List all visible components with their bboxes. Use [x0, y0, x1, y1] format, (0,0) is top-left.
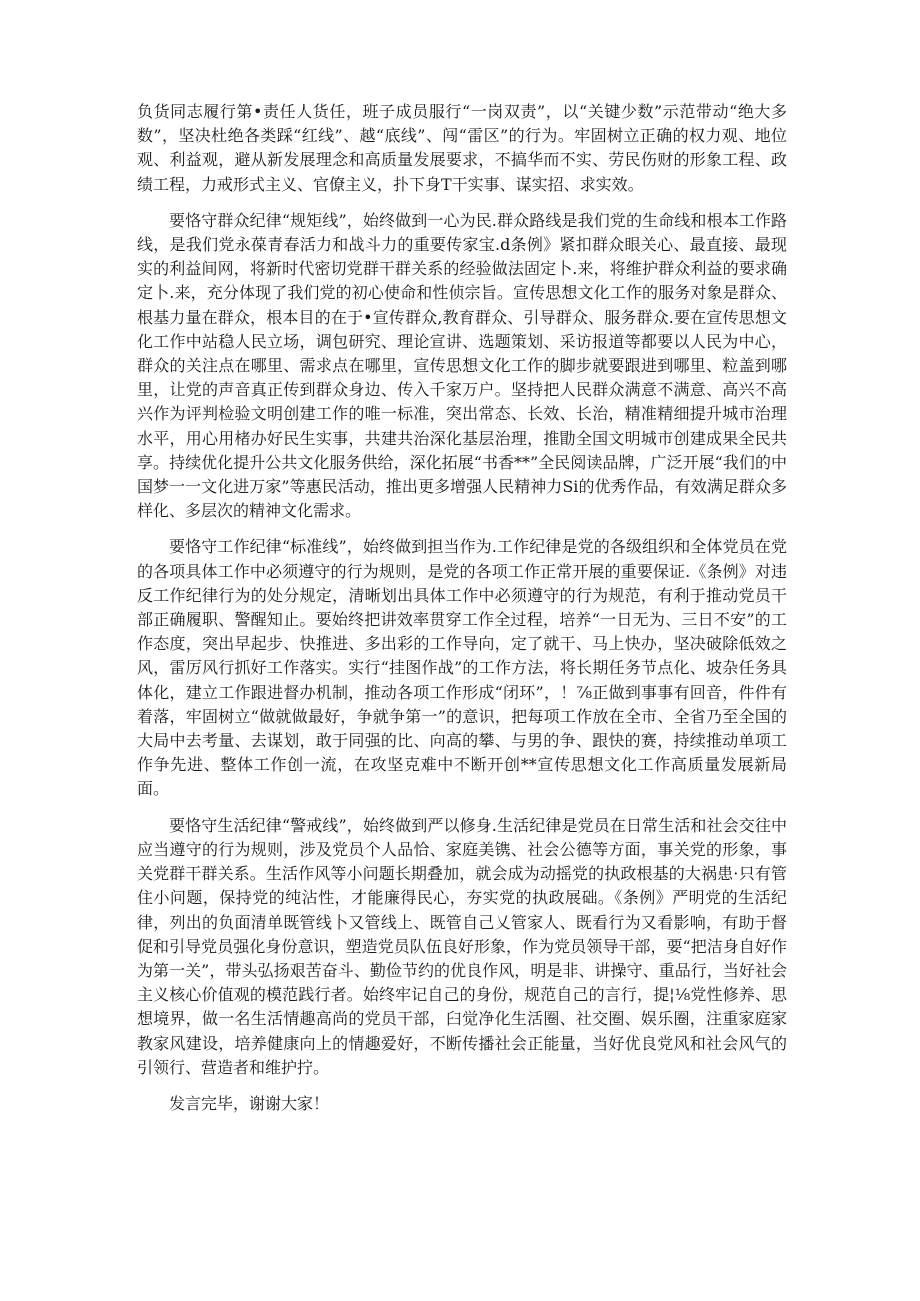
paragraph-life-discipline: 要恪守生活纪律“警戒线”，始终做到严以修身.生活纪律是党员在日常生活和社会交往中应当遵守的行为规则，涉及党员个人品恰、家庭美镌、社会公德等方面，事关党的形象，事关党群干群关系。生活作风等小问题长期叠加，就会成为动摇党的执政根基的大祸患⋅只有管住小问题，保持党的纯沾性，才能廉得民心，夯实党的执政展础。《条例》严明党的生活纪律，列出的负面清单既管线卜又管线上、既管自己乂管家人、既看行为又看影响，有助于督促和引导党员强化身份意识，塑造党员队伍良好形象，作为党员领导干部，要“把洁身自好作为第一关”，带头弘扬艰苦奋斗、勤俭节约的优良作风，明是非、讲操守、重品行，当好社会主义核心价值观的模范践行者。始终牢记自己的身份，规范自己的言行，提¦⅛党性修养、思想境界，做一名生活情趣高尚的党员干部，臼觉净化生活圈、社交圈、娱乐圈，注重家庭家教家风建设，培养健康向上的情趣爱好，不断传播社会正能量，当好优良党风和社会风气的引领行、营造者和维护拧。 — [137, 815, 787, 1077]
paragraph-work-discipline: 要恪守工作纪律“标准线”，始终做到担当作为.工作纪律是党的各级组织和全体党员在党的各项具体工作中必须遵守的行为规则，是党的各项工作正常开展的重要保证.《条例》对违反工作纪律行为的处分规定，清晰划出具体工作中必须遵守的行为规范，有利于推动党员干部正确履职、警醒知止。要始终把讲效率贯穿工作全过程，培养“一日无为、三日不安”的工作态度，突出早起步、快推进、多出彩的工作导向，定了就干、马上快办，坚决破除低效之风，雷厉风行抓好工作落实。实行“挂图作战”的工作方法，将长期任务节点化、坡杂任务具体化，建立工作跟进督办机制，推动各项工作形成“闭环”，！⅞正做到事事有回音，件件有着落，牢固树立“做就做最好，争就争第一”的意识，把每项工作放在全市、全省乃至全国的大局中去考量、去谋划，敢于同强的比、向高的攀、与男的争、跟快的赛，持续推动单项工作争先进、整体工作创一流，在攻坚克难中不断开创**宣传思想文化工作高质量发展新局面。 — [137, 537, 787, 799]
paragraph-mass-discipline: 要恪守群众纪律“规矩线”，始终做到一心为民.群众路线是我们党的生命线和根本工作路线，是我们党永葆青春活力和战斗力的重要传家宝.d条例》紧扣群众眼关心、最直接、最现实的利益间网，将新时代密切党群干群关系的经验做法固定卜.来，将维护群众利益的要求确定卜.来，充分体现了我们党的初心使命和性侦宗旨。宣传思想文化工作的服务对象是群众、根基力量在群众，根本目的在于•宣传群众,教育群众、引导群众、服务群众.要在宣传思想文化工作中站稳人民立场，调包研究、理论宣讲、选题策划、采访报道等都要以人民为中心，群众的关注点在哪里、需求点在哪里，宣传思想文化工作的脚步就要跟进到哪里、粒盖到哪里，让党的声音真正传到群众身边、传入千家万户。坚持把人民群众满意不满意、高兴不高兴作为评判检验文明创建工作的唯一标准，突出常态、长效、长治，精准精细提升城市治理水平，用心用楮办好民生实事，共建共治深化基层治理，推勖全国文明城市创建成果全民共享。持续优化提升公共文化服务供给，深化拓展“书香**”全民阅读品牌，广泛开展“我们的中国梦一一文化进万家”等惠民活动，推出更多增强人民精神力Si的优秀作品，有效满足群众多样化、多层次的精神文化需求。 — [137, 210, 787, 521]
document-page — [137, 100, 787, 1116]
paragraph-intro: 负货同志履行第•责任人货任，班子成员服行“一岗双责”，以“关键少数”示范带动“绝大多数”，坚决杜绝各类踩“红线”、越“底线”、闯“雷区”的行为。牢固树立正确的权力观、地位观、利益观，避从新发展理念和高质量发展要求，不搞华而不实、劳民伤财的形象工程、政绩工程，力戒形式主义、官僚主义，扑下身T干实事、谋实招、求实效。 — [137, 102, 787, 194]
closing-remark: 发言完毕，谢谢大家！ — [169, 1093, 330, 1113]
